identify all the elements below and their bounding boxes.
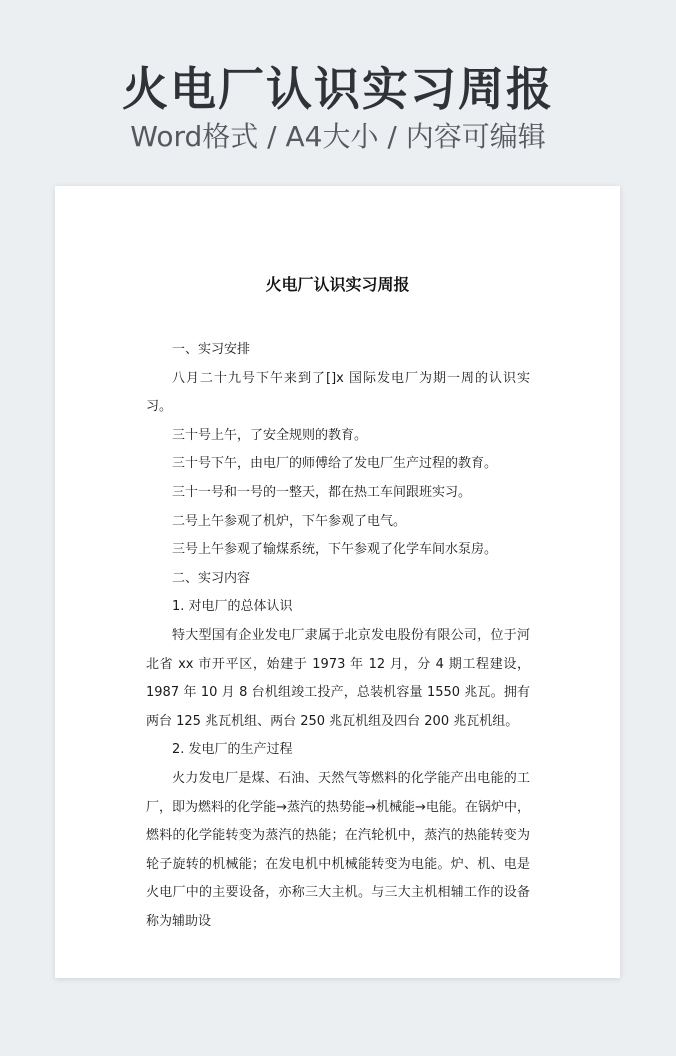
subsection-heading: 1. 对电厂的总体认识 xyxy=(172,599,293,615)
banner-subtitle: Word格式 / A4大小 / 内容可编辑 xyxy=(130,120,546,153)
section-heading-schedule: 一、实习安排 xyxy=(172,342,251,357)
paragraph: 二号上午参观了机炉，下午参观了电气。 xyxy=(172,513,407,529)
document-title: 火电厂认识实习周报 xyxy=(265,275,410,294)
paragraph: 三十一号和一号的一整天，都在热工车间跟班实习。 xyxy=(172,484,472,500)
paragraph: 三十号下午，由电厂的师傅给了发电厂生产过程的教育。 xyxy=(172,456,498,472)
subsection-heading: 2. 发电厂的生产过程 xyxy=(172,742,293,758)
paragraph: 八月二十九号下午来到了[]x 国际发电厂为期一周的认识实习。 xyxy=(146,370,530,415)
paragraph: 特大型国有企业发电厂隶属于北京发电股份有限公司，位于河北省 xx 市开平区，始建于 1973 年 12 月，分 4 期工程建设，1987 年 10 月 8 台机组竣工投产，总装机容量 1550 兆瓦。拥有两台 125 兆瓦机组、两台 250 兆瓦机组及四台 200 兆瓦机组。 xyxy=(146,627,530,729)
paragraph: 三号上午参观了输煤系统，下午参观了化学车间水泵房。 xyxy=(172,542,498,558)
paragraph: 三十号上午，了安全规则的教育。 xyxy=(172,427,368,443)
section-heading-content: 二、实习内容 xyxy=(172,570,251,586)
document-body xyxy=(146,336,530,936)
paragraph: 火力发电厂是煤、石油、天然气等燃料的化学能产出电能的工厂，即为燃料的化学能→蒸汽的热势能→机械能→电能。在锅炉中，燃料的化学能转变为蒸汽的热能；在汽轮机中，蒸汽的热能转变为轮子旋转的机械能；在发电机中机械能转变为电能。炉、机、电是火电厂中的主要设备，亦称三大主机。与三大主机相辅工作的设备称为辅助设 xyxy=(146,770,530,929)
banner-title: 火电厂认识实习周报 xyxy=(122,62,554,116)
